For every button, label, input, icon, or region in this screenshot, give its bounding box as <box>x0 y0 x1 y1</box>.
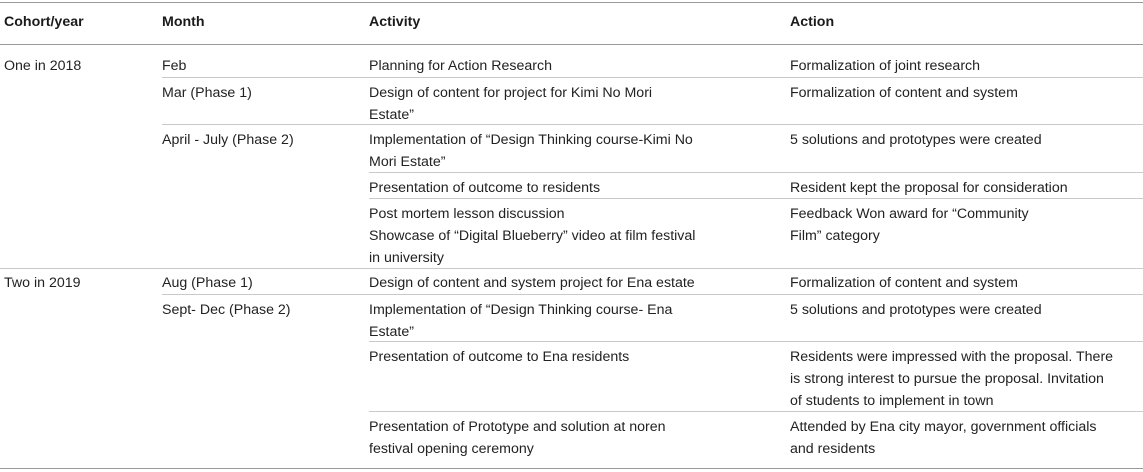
cell-month: Feb <box>162 58 187 74</box>
cell-action: Feedback Won award for “Community <box>790 206 1029 222</box>
cell-action: of students to implement in town <box>790 393 994 409</box>
table-top-rule <box>0 2 1143 3</box>
cell-month: Aug (Phase 1) <box>162 275 253 291</box>
cell-month: Sept- Dec (Phase 2) <box>162 302 291 318</box>
header-month: Month <box>162 14 205 30</box>
cell-activity: Design of content and system project for Ena estate <box>369 275 695 291</box>
cell-activity: Mori Estate” <box>369 154 446 170</box>
cell-cohort: One in 2018 <box>4 58 82 74</box>
cell-action: is strong interest to pursue the proposal. Invitation <box>790 371 1104 387</box>
header-action: Action <box>790 14 835 30</box>
cell-activity: Design of content for project for Kimi No Mori <box>369 85 653 101</box>
header-activity: Activity <box>369 14 421 30</box>
cell-cohort: Two in 2019 <box>4 275 81 291</box>
cell-action: 5 solutions and prototypes were created <box>790 302 1042 318</box>
cell-action: Formalization of joint research <box>790 58 981 74</box>
row-separator <box>369 172 1143 173</box>
cell-activity: Estate” <box>369 107 414 123</box>
cell-month: April - July (Phase 2) <box>162 132 294 148</box>
row-separator <box>369 341 1143 342</box>
cell-activity: Showcase of “Digital Blueberry” video at film festival <box>369 228 696 244</box>
row-separator <box>0 268 1143 269</box>
cell-action: 5 solutions and prototypes were created <box>790 132 1042 148</box>
cell-month: Mar (Phase 1) <box>162 85 252 101</box>
cell-activity: Post mortem lesson discussion <box>369 206 565 222</box>
row-separator <box>162 294 1143 295</box>
row-separator <box>162 77 1143 78</box>
cell-action: Film” category <box>790 228 880 244</box>
row-separator <box>369 411 1143 412</box>
cell-action: Attended by Ena city mayor, government officials <box>790 419 1097 435</box>
header-cohort: Cohort/year <box>4 14 84 30</box>
table-bottom-rule <box>0 468 1143 469</box>
cell-activity: Implementation of “Design Thinking course-Kimi No <box>369 132 693 148</box>
cell-activity: Presentation of Prototype and solution at noren <box>369 419 666 435</box>
cell-activity: Planning for Action Research <box>369 58 552 74</box>
cell-activity: Presentation of outcome to Ena residents <box>369 349 630 365</box>
cell-action: and residents <box>790 441 876 457</box>
header-rule <box>0 44 1143 45</box>
cell-activity: Estate” <box>369 324 414 340</box>
row-separator <box>162 124 1143 125</box>
cell-action: Resident kept the proposal for consideration <box>790 180 1068 196</box>
cell-activity: Implementation of “Design Thinking course- Ena <box>369 302 673 318</box>
cell-action: Formalization of content and system <box>790 85 1018 101</box>
cell-action: Residents were impressed with the proposal. There <box>790 349 1114 365</box>
cell-action: Formalization of content and system <box>790 275 1018 291</box>
cell-activity: in university <box>369 250 444 266</box>
cell-activity: Presentation of outcome to residents <box>369 180 601 196</box>
cell-activity: festival opening ceremony <box>369 441 534 457</box>
